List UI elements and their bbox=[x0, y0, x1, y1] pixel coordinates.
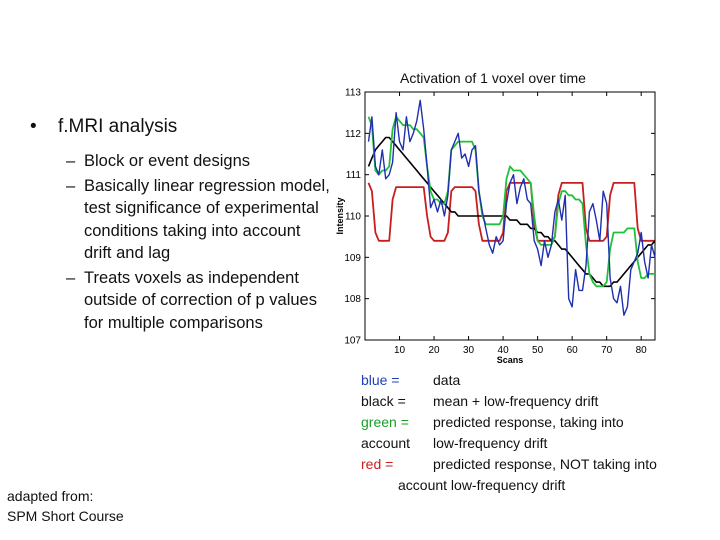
x-tick-label: 40 bbox=[497, 345, 509, 356]
x-tick-label: 30 bbox=[463, 345, 475, 356]
sub-bullet-text: Treats voxels as independent outside of correction of p values for multiple comparisons bbox=[84, 268, 317, 332]
credit-line: adapted from: bbox=[7, 488, 94, 504]
legend-row-red-cont bbox=[361, 475, 691, 496]
y-axis-label: Intensity bbox=[335, 197, 345, 235]
x-tick-label: 20 bbox=[428, 345, 440, 356]
legend-row-black bbox=[361, 391, 691, 412]
legend-value-green: predicted response, taking into bbox=[433, 414, 624, 430]
x-tick-label: 70 bbox=[601, 345, 613, 356]
dash-icon: – bbox=[66, 176, 76, 195]
sub-bullet-text: Block or event designs bbox=[84, 152, 251, 170]
legend-value-black: mean + low-frequency drift bbox=[433, 393, 599, 409]
legend-key-blue: blue = bbox=[361, 372, 400, 388]
x-tick-label: 80 bbox=[635, 345, 647, 356]
sub-bullet-list bbox=[30, 150, 330, 334]
main-bullet-text: f.MRI analysis bbox=[58, 116, 178, 137]
credit-line: SPM Short Course bbox=[7, 508, 124, 524]
voxel-activation-chart bbox=[330, 80, 660, 370]
x-axis-label: Scans bbox=[496, 355, 524, 365]
bullet-list bbox=[30, 114, 330, 336]
legend-row-blue bbox=[361, 370, 691, 391]
main-bullet bbox=[30, 114, 330, 140]
sub-bullet bbox=[66, 150, 330, 173]
x-tick-label: 60 bbox=[566, 345, 578, 356]
y-tick-label: 113 bbox=[345, 87, 361, 99]
x-tick-label: 50 bbox=[532, 345, 544, 356]
y-tick-label: 110 bbox=[345, 211, 361, 223]
legend-key-green: green = bbox=[361, 414, 409, 430]
color-legend bbox=[361, 370, 691, 496]
sub-bullet bbox=[66, 267, 330, 335]
legend-value-blue: data bbox=[433, 372, 461, 388]
y-tick-label: 107 bbox=[344, 335, 361, 347]
source-credit bbox=[7, 486, 124, 526]
legend-row-red bbox=[361, 454, 691, 475]
y-tick-label: 111 bbox=[345, 170, 361, 182]
sub-bullet bbox=[66, 175, 330, 265]
x-tick-label: 10 bbox=[393, 345, 406, 356]
legend-green-continuation: low-frequency drift bbox=[433, 435, 548, 451]
bullet-dot-icon: • bbox=[30, 116, 37, 137]
chart-title: Activation of 1 voxel over time bbox=[400, 70, 586, 86]
dash-icon: – bbox=[66, 268, 76, 287]
legend-row-green-cont bbox=[361, 433, 691, 454]
dash-icon: – bbox=[66, 152, 76, 170]
y-tick-label: 109 bbox=[344, 252, 361, 264]
y-tick-label: 112 bbox=[345, 128, 361, 140]
legend-green-continuation: account bbox=[361, 435, 411, 451]
legend-value-red: predicted response, NOT taking into bbox=[433, 456, 657, 472]
legend-key-red: red = bbox=[361, 456, 394, 472]
legend-key-black: black = bbox=[361, 393, 406, 409]
legend-red-continuation: account low-frequency drift bbox=[398, 477, 566, 493]
sub-bullet-text: Basically linear regression model, test significance of experimental conditions taking into account drift and lag bbox=[84, 176, 330, 262]
legend-row-green bbox=[361, 412, 691, 433]
y-tick-label: 108 bbox=[344, 294, 361, 306]
